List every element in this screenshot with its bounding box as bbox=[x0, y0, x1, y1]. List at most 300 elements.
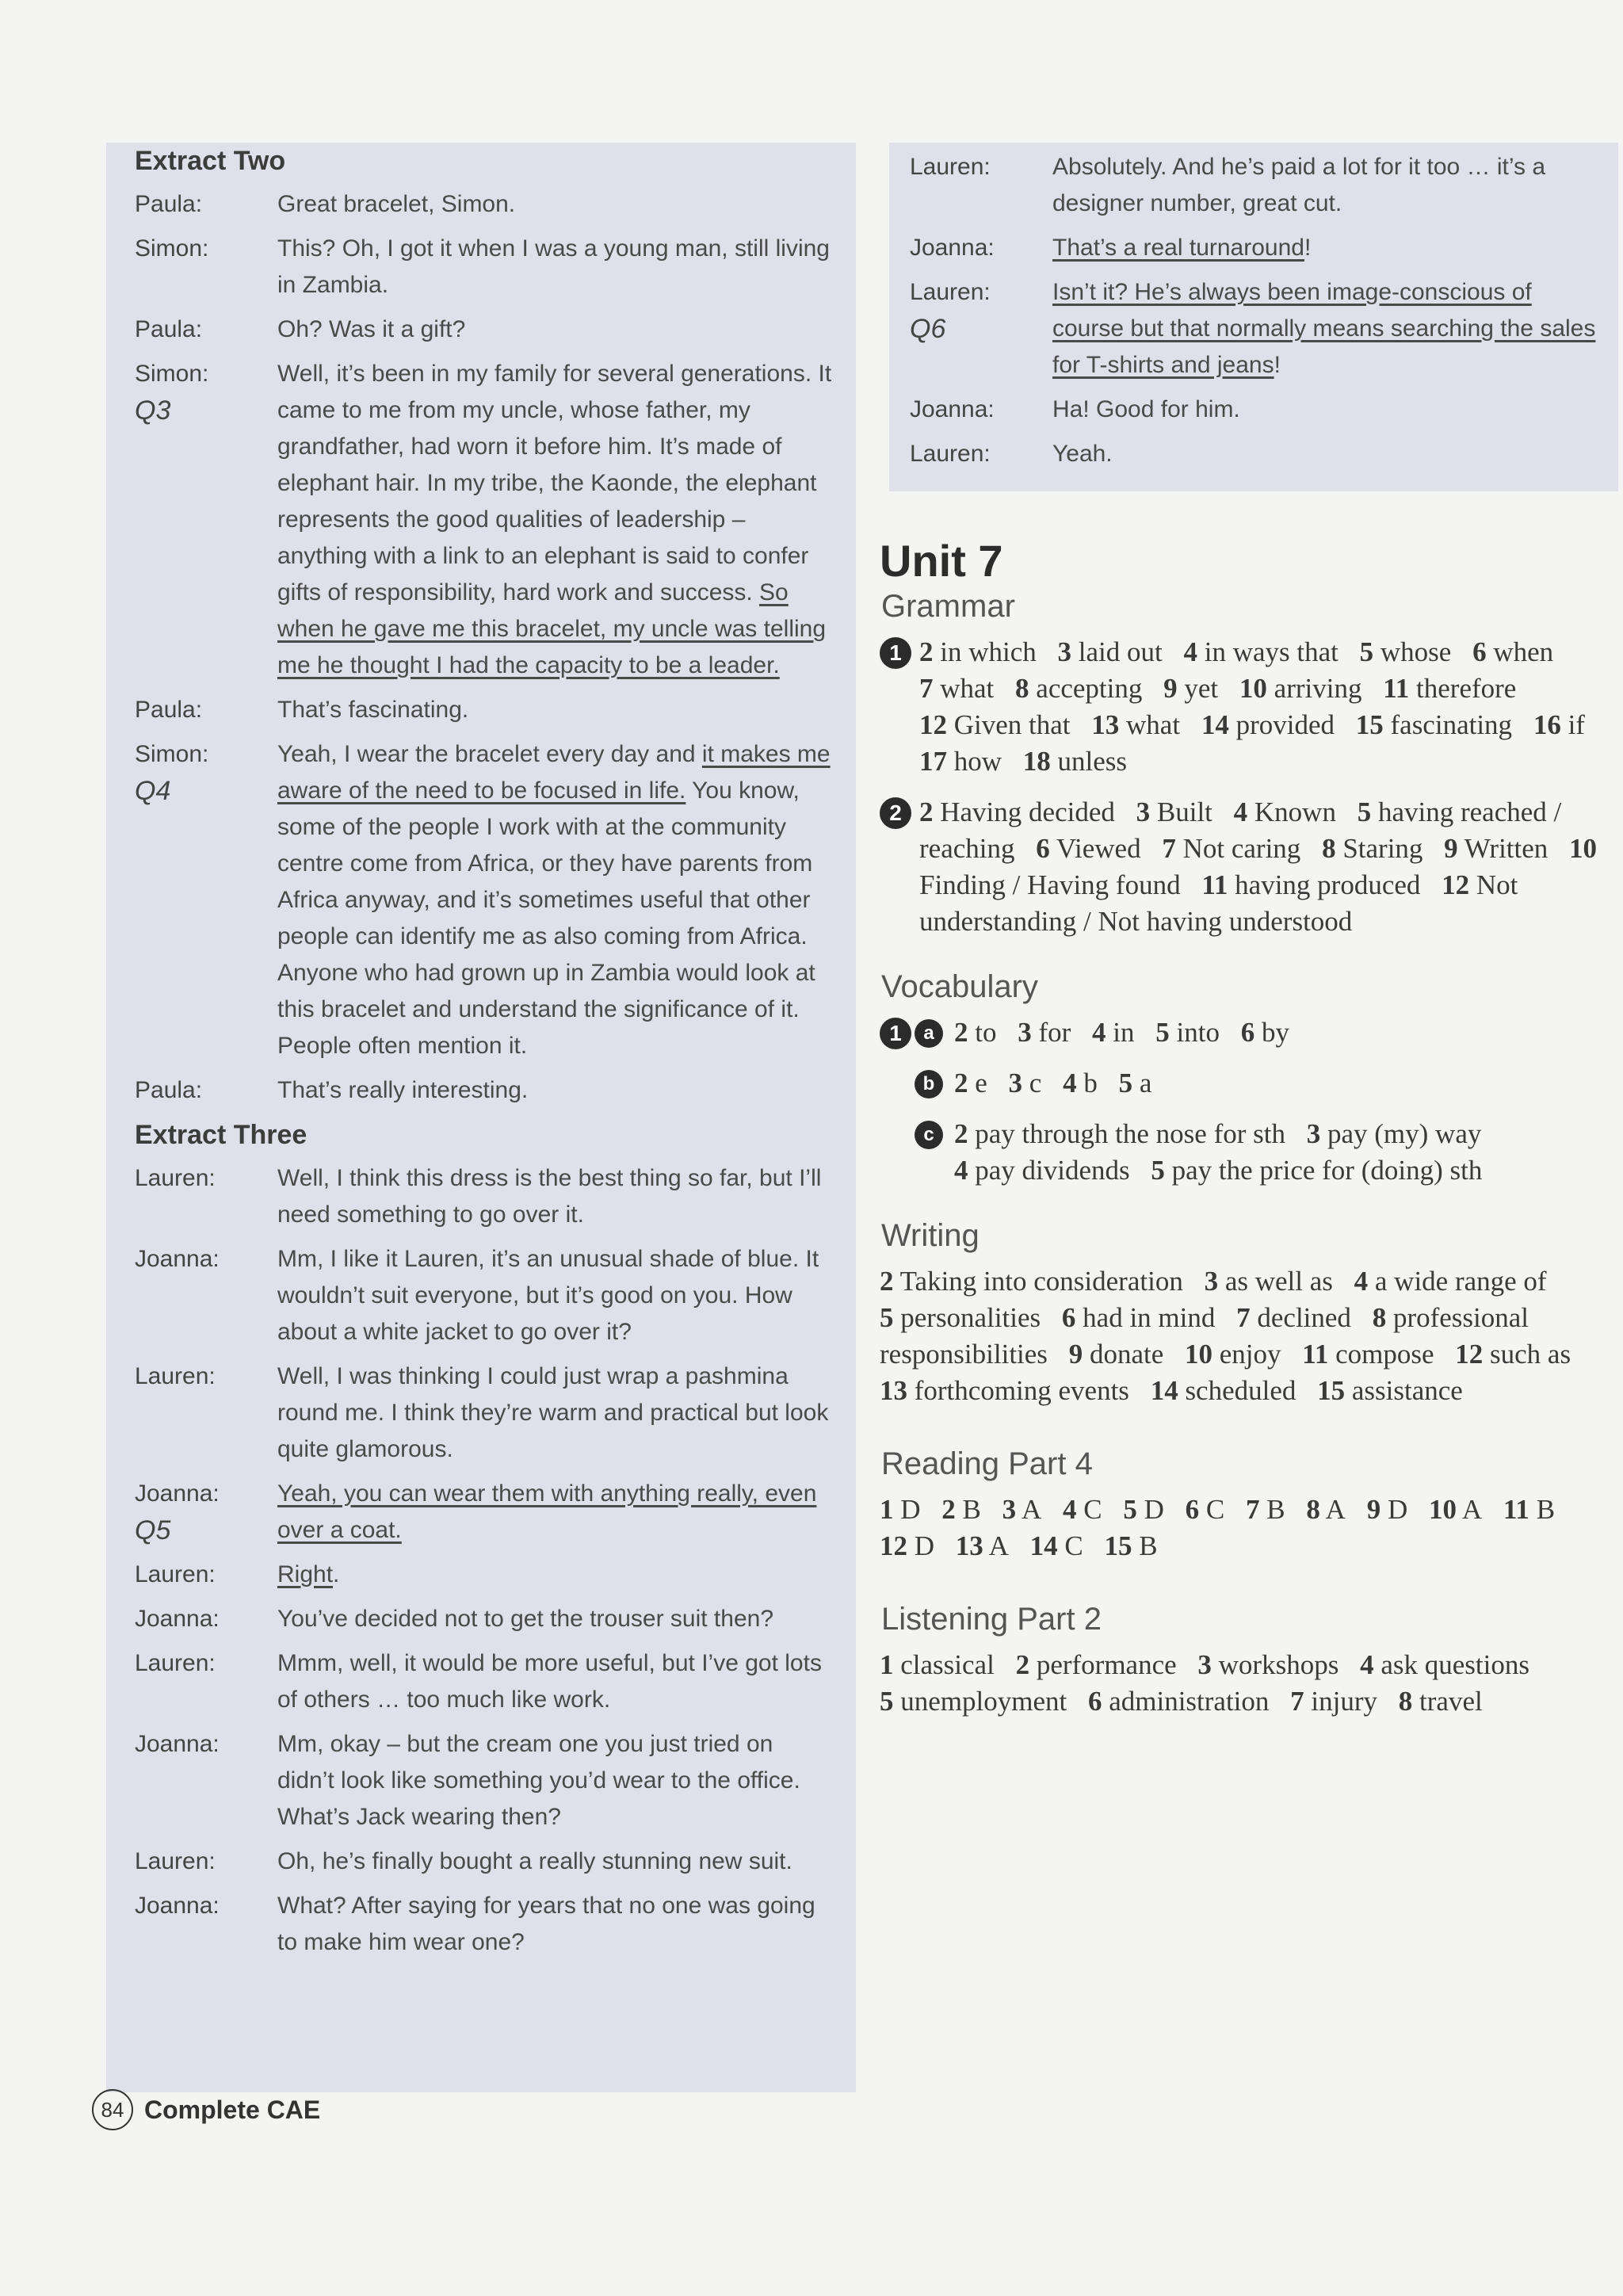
extract-three-lines bbox=[135, 1160, 834, 1961]
answer-item bbox=[1205, 1266, 1333, 1297]
answer-number: 2 bbox=[1015, 1649, 1030, 1680]
dialogue-text bbox=[277, 311, 834, 348]
answer-number: 2 bbox=[954, 1017, 968, 1048]
answer-value: a wide range of bbox=[1368, 1266, 1547, 1297]
answer-item bbox=[1322, 833, 1423, 864]
answer-item bbox=[1201, 709, 1335, 740]
answer-number: 4 bbox=[1360, 1649, 1374, 1680]
answer-value: workshops bbox=[1211, 1649, 1339, 1680]
answer-item bbox=[1444, 833, 1548, 864]
answer-number: 5 bbox=[1155, 1017, 1170, 1048]
answer-value: personalities bbox=[893, 1302, 1041, 1333]
answer-value: B bbox=[955, 1494, 981, 1525]
dialogue-text bbox=[277, 692, 834, 728]
dialogue-text bbox=[277, 1601, 834, 1637]
dialogue-line bbox=[135, 356, 834, 684]
grammar-heading: Grammar bbox=[881, 589, 1015, 624]
answer-item bbox=[1183, 636, 1338, 667]
dialogue-line bbox=[135, 231, 834, 304]
text-segment: You’ve decided not to get the trouser suit then? bbox=[277, 1606, 774, 1632]
dialogue-line bbox=[910, 230, 1602, 266]
answer-number: 11 bbox=[1201, 869, 1228, 900]
answer-item bbox=[1155, 1017, 1220, 1048]
answer-value: e bbox=[968, 1068, 987, 1098]
dialogue-line bbox=[135, 1888, 834, 1961]
speaker-label bbox=[910, 274, 1052, 384]
dialogue-line bbox=[135, 1557, 834, 1593]
answer-value: fascinating bbox=[1383, 709, 1513, 740]
text-segment: ! bbox=[1304, 235, 1312, 261]
answer-item bbox=[1360, 636, 1452, 667]
answer-value: A bbox=[983, 1530, 1009, 1561]
answer-value: unless bbox=[1050, 746, 1128, 777]
answer-value: whose bbox=[1373, 636, 1452, 667]
answer-item bbox=[1069, 1339, 1164, 1370]
answer-item bbox=[1105, 1530, 1158, 1561]
answer-number: 9 bbox=[1366, 1494, 1381, 1525]
dialogue-text bbox=[277, 1160, 834, 1233]
answer-value: provided bbox=[1228, 709, 1335, 740]
answer-number: 8 bbox=[1306, 1494, 1320, 1525]
underlined-answer-text: Isn’t it? He’s always been image-conscious of course but that normally means searching the sales for T-shirts and jeans bbox=[1052, 279, 1596, 378]
text-segment: . bbox=[333, 1561, 340, 1587]
answer-number: 10 bbox=[1429, 1494, 1457, 1525]
answer-value: Staring bbox=[1335, 833, 1423, 864]
answer-value: what bbox=[1119, 709, 1181, 740]
book-title: Complete CAE bbox=[144, 2095, 321, 2124]
answer-value: therefore bbox=[1409, 673, 1517, 704]
answer-number: 2 bbox=[919, 636, 934, 667]
dialogue-line bbox=[135, 1726, 834, 1836]
speaker-name: Simon: bbox=[135, 741, 209, 767]
answer-number: 6 bbox=[1061, 1302, 1076, 1333]
answer-number: 14 bbox=[1201, 709, 1229, 740]
speaker-name: Lauren: bbox=[135, 1561, 216, 1587]
answer-value: having reached / reaching bbox=[919, 797, 1562, 864]
answer-value: in bbox=[1106, 1017, 1135, 1048]
answer-number: 3 bbox=[1306, 1118, 1321, 1149]
answer-value: Built bbox=[1150, 797, 1212, 827]
dialogue-text bbox=[277, 1843, 834, 1880]
dialogue-line bbox=[135, 1072, 834, 1109]
answer-value: in ways that bbox=[1197, 636, 1338, 667]
answer-item bbox=[1360, 1649, 1529, 1680]
answer-number: 12 bbox=[1455, 1339, 1484, 1370]
answer-number: 12 bbox=[919, 709, 947, 740]
dialogue-line bbox=[910, 392, 1602, 428]
answer-value: laid out bbox=[1071, 636, 1163, 667]
answer-value: for bbox=[1031, 1017, 1071, 1048]
answer-number: 15 bbox=[1104, 1530, 1132, 1561]
answer-number: 16 bbox=[1533, 709, 1561, 740]
speaker-name: Lauren: bbox=[910, 154, 991, 180]
answer-number: 14 bbox=[1150, 1375, 1178, 1406]
answer-value: Not caring bbox=[1175, 833, 1301, 864]
answer-value: Having decided bbox=[933, 797, 1115, 827]
speaker-name: Paula: bbox=[135, 191, 203, 217]
answer-value: injury bbox=[1304, 1686, 1378, 1717]
speaker-label bbox=[910, 230, 1052, 266]
dialogue-text bbox=[1052, 392, 1602, 428]
answer-value: administration bbox=[1102, 1686, 1270, 1717]
answer-item bbox=[880, 1530, 934, 1561]
answer-value: C bbox=[1057, 1530, 1083, 1561]
answer-item bbox=[1354, 1266, 1547, 1297]
dialogue-line bbox=[135, 692, 834, 728]
exercise-number-badge: 2 bbox=[880, 797, 911, 829]
answer-value: pay (my) way bbox=[1320, 1118, 1482, 1149]
speaker-label bbox=[135, 1726, 277, 1836]
answer-item bbox=[1302, 1339, 1434, 1370]
answer-number: 15 bbox=[1355, 709, 1384, 740]
answer-number: 14 bbox=[1029, 1530, 1058, 1561]
reading-heading: Reading Part 4 bbox=[881, 1446, 1093, 1481]
answer-number: 7 bbox=[1246, 1494, 1260, 1525]
speaker-name: Joanna: bbox=[910, 396, 995, 422]
answer-number: 8 bbox=[1015, 673, 1029, 704]
dialogue-text bbox=[277, 231, 834, 304]
answer-value: c bbox=[1022, 1068, 1042, 1098]
answer-item bbox=[1009, 1068, 1042, 1098]
answer-item bbox=[1030, 1530, 1083, 1561]
answer-value: having produced bbox=[1228, 869, 1421, 900]
text-segment: Mmm, well, it would be more useful, but I’ve got lots of others … too much like work. bbox=[277, 1650, 822, 1713]
answer-item bbox=[1455, 1339, 1571, 1370]
answer-item bbox=[1472, 636, 1553, 667]
answer-value: Not understanding / Not having understood bbox=[919, 869, 1518, 937]
answer-number: 9 bbox=[1068, 1339, 1083, 1370]
answer-item bbox=[1503, 1494, 1555, 1525]
listening-answers bbox=[880, 1647, 1609, 1720]
dialogue-line bbox=[135, 1358, 834, 1468]
answer-number: 15 bbox=[1317, 1375, 1346, 1406]
answer-item bbox=[880, 1375, 1129, 1406]
speaker-label bbox=[135, 1888, 277, 1961]
answer-number: 9 bbox=[1163, 673, 1178, 704]
answer-value: D bbox=[1381, 1494, 1408, 1525]
dialogue-text bbox=[277, 1358, 834, 1468]
answer-value: assistance bbox=[1345, 1375, 1463, 1406]
speaker-label bbox=[135, 1557, 277, 1593]
answer-number: 6 bbox=[1472, 636, 1487, 667]
answer-value: arriving bbox=[1266, 673, 1362, 704]
answer-number: 2 bbox=[941, 1494, 956, 1525]
speaker-label bbox=[135, 311, 277, 348]
answer-item bbox=[1162, 833, 1300, 864]
speaker-name: Joanna: bbox=[135, 1731, 220, 1757]
answer-value: D bbox=[907, 1530, 935, 1561]
answer-value: C bbox=[1199, 1494, 1225, 1525]
speaker-label bbox=[135, 231, 277, 304]
question-marker: Q3 bbox=[135, 395, 171, 426]
answer-item bbox=[1063, 1068, 1098, 1098]
answer-number: 10 bbox=[1184, 1339, 1212, 1370]
right-transcript-lines bbox=[910, 149, 1602, 472]
answer-list bbox=[919, 634, 1609, 780]
dialogue-text bbox=[277, 186, 834, 223]
speaker-name: Joanna: bbox=[135, 1480, 220, 1507]
dialogue-text bbox=[277, 1726, 834, 1836]
speaker-label bbox=[910, 436, 1052, 472]
underlined-answer-text: it makes me aware of the need to be focused in life. bbox=[277, 741, 831, 804]
answer-value: if bbox=[1560, 709, 1585, 740]
grammar-exercise-2 bbox=[880, 794, 1609, 940]
answer-number: 8 bbox=[1398, 1686, 1413, 1717]
dialogue-line bbox=[135, 1241, 834, 1350]
answer-value: as well as bbox=[1218, 1266, 1333, 1297]
vocabulary-heading: Vocabulary bbox=[881, 969, 1038, 1004]
answer-value: pay through the nose for sth bbox=[968, 1118, 1285, 1149]
answer-item bbox=[880, 1302, 1041, 1333]
answer-value: A bbox=[1319, 1494, 1346, 1525]
answer-number: 9 bbox=[1444, 833, 1458, 864]
answer-value: Finding / Having found bbox=[919, 869, 1181, 900]
answer-list bbox=[919, 794, 1609, 940]
speaker-label bbox=[135, 186, 277, 223]
answer-value: such as bbox=[1483, 1339, 1571, 1370]
speaker-label bbox=[135, 356, 277, 684]
answer-number: 6 bbox=[1185, 1494, 1200, 1525]
speaker-name: Simon: bbox=[135, 361, 209, 387]
dialogue-text bbox=[277, 356, 834, 684]
speaker-label bbox=[135, 1072, 277, 1109]
unit-title: Unit 7 bbox=[880, 536, 1003, 586]
answer-item bbox=[919, 636, 1037, 667]
answer-number: 5 bbox=[1359, 636, 1374, 667]
writing-heading: Writing bbox=[881, 1218, 980, 1253]
listening-heading: Listening Part 2 bbox=[881, 1602, 1102, 1637]
part-letter-badge: b bbox=[915, 1070, 943, 1098]
answer-item bbox=[1123, 1494, 1164, 1525]
answer-item bbox=[1246, 1494, 1285, 1525]
answer-item bbox=[1016, 1649, 1177, 1680]
question-marker: Q4 bbox=[135, 776, 171, 806]
answer-number: 4 bbox=[1183, 636, 1197, 667]
speaker-name: Joanna: bbox=[135, 1246, 220, 1272]
text-segment: You know, some of the people I work with at the community centre come from Africa, or they have parents from Africa anyway, and it’s sometimes useful that other people can identify me as also coming from Africa. Anyone who had grown up in Zambia would look at this bracelet and understand the significance of it. People often mention it. bbox=[277, 777, 815, 1059]
exercise-number-badge: 1 bbox=[880, 637, 911, 669]
answer-number: 10 bbox=[1569, 833, 1598, 864]
answer-value: pay the price for (doing) sth bbox=[1164, 1155, 1483, 1186]
text-segment: Mm, okay – but the cream one you just tried on didn’t look like something you’d wear to the office. What’s Jack wearing then? bbox=[277, 1731, 800, 1830]
dialogue-text bbox=[1052, 149, 1602, 222]
answer-number: 4 bbox=[1063, 1068, 1077, 1098]
speaker-label bbox=[135, 692, 277, 728]
underlined-answer-text: That’s a real turnaround bbox=[1052, 235, 1304, 261]
answer-number: 3 bbox=[1197, 1649, 1212, 1680]
answer-number: 4 bbox=[1354, 1266, 1369, 1297]
answer-number: 13 bbox=[1091, 709, 1120, 740]
answer-item bbox=[880, 1266, 1183, 1297]
answer-value: scheduled bbox=[1178, 1375, 1296, 1406]
vocabulary-exercise-1c bbox=[880, 1116, 1609, 1189]
answer-item bbox=[1290, 1686, 1377, 1717]
answer-number: 3 bbox=[1018, 1017, 1032, 1048]
text-segment: Ha! Good for him. bbox=[1052, 396, 1240, 422]
answer-item bbox=[919, 673, 994, 704]
answer-item bbox=[919, 797, 1115, 827]
answer-number: 10 bbox=[1239, 673, 1267, 704]
answer-number: 5 bbox=[1151, 1155, 1165, 1186]
part-letter-badge: a bbox=[915, 1019, 943, 1048]
answer-item bbox=[1002, 1494, 1042, 1525]
answer-value: D bbox=[1136, 1494, 1164, 1525]
answer-value: Taking into consideration bbox=[893, 1266, 1183, 1297]
answer-number: 6 bbox=[1240, 1017, 1255, 1048]
dialogue-line bbox=[135, 311, 834, 348]
question-marker: Q5 bbox=[135, 1515, 171, 1545]
answer-value: ask questions bbox=[1373, 1649, 1529, 1680]
answer-number: 12 bbox=[1442, 869, 1470, 900]
answer-number: 5 bbox=[1123, 1494, 1137, 1525]
answer-number: 2 bbox=[954, 1068, 968, 1098]
answer-value: enjoy bbox=[1212, 1339, 1281, 1370]
answer-item bbox=[954, 1068, 987, 1098]
underlined-answer-text: So when he gave me this bracelet, my uncle was telling me he thought I had the capacity to be a leader. bbox=[277, 579, 827, 678]
text-segment: Well, I was thinking I could just wrap a pashmina round me. I think they’re warm and practical but look quite glamorous. bbox=[277, 1363, 829, 1462]
text-segment: Mm, I like it Lauren, it’s an unusual shade of blue. It wouldn’t suit everyone, but it’s good on you. How about a white jacket to go over it? bbox=[277, 1246, 819, 1345]
answer-value: A bbox=[1016, 1494, 1042, 1525]
answer-number: 11 bbox=[1503, 1494, 1529, 1525]
dialogue-text bbox=[1052, 230, 1602, 266]
answer-number: 4 bbox=[1063, 1494, 1077, 1525]
answer-value: declined bbox=[1250, 1302, 1351, 1333]
dialogue-line bbox=[135, 1601, 834, 1637]
speaker-label bbox=[135, 1358, 277, 1468]
answer-number: 13 bbox=[880, 1375, 907, 1406]
answer-value: a bbox=[1132, 1068, 1152, 1098]
dialogue-text bbox=[277, 1645, 834, 1718]
answer-value: Viewed bbox=[1049, 833, 1141, 864]
speaker-name: Lauren: bbox=[135, 1165, 216, 1191]
answer-value: what bbox=[933, 673, 995, 704]
answer-value: B bbox=[1132, 1530, 1158, 1561]
answer-value: professional responsibilities bbox=[880, 1302, 1529, 1370]
answer-item bbox=[1241, 1017, 1289, 1048]
underlined-answer-text: Yeah, you can wear them with anything really, even over a coat. bbox=[277, 1480, 817, 1543]
answer-item bbox=[1088, 1686, 1269, 1717]
text-segment: Oh, he’s finally bought a really stunning new suit. bbox=[277, 1848, 792, 1874]
answer-number: 7 bbox=[1236, 1302, 1251, 1333]
speaker-name: Lauren: bbox=[135, 1650, 216, 1676]
answer-value: how bbox=[947, 746, 1002, 777]
transcript-box-right bbox=[889, 143, 1618, 491]
answer-item bbox=[1367, 1494, 1408, 1525]
answer-item bbox=[956, 1530, 1009, 1561]
exercise-number-badge: 1 bbox=[880, 1018, 911, 1049]
speaker-name: Joanna: bbox=[910, 235, 995, 261]
answer-list bbox=[954, 1065, 1609, 1102]
answer-number: 1 bbox=[880, 1494, 894, 1525]
speaker-name: Joanna: bbox=[135, 1893, 220, 1919]
speaker-label bbox=[910, 392, 1052, 428]
answer-number: 8 bbox=[1322, 833, 1336, 864]
vocabulary-answers bbox=[880, 1014, 1609, 1189]
text-segment: Absolutely. And he’s paid a lot for it too … it’s a designer number, great cut. bbox=[1052, 154, 1546, 216]
text-segment: That’s fascinating. bbox=[277, 697, 469, 723]
speaker-name: Joanna: bbox=[135, 1606, 220, 1632]
reading-answers bbox=[880, 1492, 1609, 1564]
speaker-name: Paula: bbox=[135, 697, 203, 723]
answer-number: 2 bbox=[919, 797, 934, 827]
answer-number: 6 bbox=[1087, 1686, 1102, 1717]
answer-list bbox=[880, 1263, 1609, 1409]
answer-key bbox=[880, 536, 1609, 1720]
answer-list bbox=[880, 1492, 1609, 1564]
speaker-name: Paula: bbox=[135, 1077, 203, 1103]
dialogue-line bbox=[135, 186, 834, 223]
answer-value: B bbox=[1259, 1494, 1285, 1525]
answer-value: travel bbox=[1412, 1686, 1483, 1717]
question-marker: Q6 bbox=[910, 314, 946, 344]
speaker-name: Lauren: bbox=[135, 1848, 216, 1874]
answer-value: performance bbox=[1029, 1649, 1177, 1680]
answer-item bbox=[1317, 1375, 1463, 1406]
speaker-label bbox=[135, 736, 277, 1064]
answer-item bbox=[1186, 1494, 1225, 1525]
answer-number: 5 bbox=[1118, 1068, 1133, 1098]
answer-number: 3 bbox=[1136, 797, 1151, 827]
answer-item bbox=[1151, 1155, 1482, 1186]
speaker-name: Lauren: bbox=[910, 441, 991, 467]
answer-item bbox=[1018, 1017, 1071, 1048]
answer-number: 3 bbox=[1057, 636, 1072, 667]
answer-value: forthcoming events bbox=[907, 1375, 1129, 1406]
answer-item bbox=[1063, 1494, 1102, 1525]
answer-value: yet bbox=[1177, 673, 1219, 704]
answer-value: into bbox=[1169, 1017, 1220, 1048]
speaker-name: Simon: bbox=[135, 235, 209, 262]
dialogue-text bbox=[277, 1476, 834, 1549]
answer-value: donate bbox=[1083, 1339, 1164, 1370]
speaker-label bbox=[135, 1601, 277, 1637]
answer-number: 7 bbox=[1290, 1686, 1304, 1717]
answer-value: B bbox=[1529, 1494, 1556, 1525]
answer-item bbox=[1151, 1375, 1296, 1406]
answer-list bbox=[954, 1014, 1609, 1051]
text-segment: Well, it’s been in my family for several generations. It came to me from my uncle, whose father, my grandfather, had worn it before him. It’s made of elephant hair. In my tribe, the Kaonde, the elephant represents the good qualities of leadership – anything with a link to an elephant is said to confer gifts of responsibility, hard work and success. bbox=[277, 361, 832, 606]
writing-answers bbox=[880, 1263, 1609, 1409]
answer-item bbox=[1197, 1649, 1338, 1680]
text-segment: ! bbox=[1274, 352, 1281, 378]
text-segment: Yeah. bbox=[1052, 441, 1113, 467]
speaker-label bbox=[135, 1241, 277, 1350]
dialogue-text bbox=[1052, 436, 1602, 472]
transcript-box-left bbox=[106, 143, 856, 2092]
answer-number: 6 bbox=[1036, 833, 1050, 864]
dialogue-line bbox=[910, 274, 1602, 384]
text-segment: Yeah, I wear the bracelet every day and bbox=[277, 741, 702, 767]
dialogue-line bbox=[135, 1645, 834, 1718]
answer-value: accepting bbox=[1029, 673, 1143, 704]
answer-number: 8 bbox=[1372, 1302, 1387, 1333]
answer-value: D bbox=[893, 1494, 921, 1525]
answer-item bbox=[1185, 1339, 1281, 1370]
page-number: 84 bbox=[92, 2089, 133, 2130]
answer-number: 3 bbox=[1204, 1266, 1219, 1297]
answer-number: 11 bbox=[1302, 1339, 1329, 1370]
answer-value: pay dividends bbox=[968, 1155, 1130, 1186]
text-segment: This? Oh, I got it when I was a young man, still living in Zambia. bbox=[277, 235, 830, 298]
speaker-name: Lauren: bbox=[135, 1363, 216, 1389]
answer-number: 18 bbox=[1022, 746, 1051, 777]
page-footer bbox=[92, 2089, 320, 2130]
answer-value: Given that bbox=[947, 709, 1071, 740]
answer-value: A bbox=[1457, 1494, 1483, 1525]
text-segment: That’s really interesting. bbox=[277, 1077, 529, 1103]
answer-item bbox=[880, 1494, 921, 1525]
speaker-label bbox=[135, 1476, 277, 1549]
